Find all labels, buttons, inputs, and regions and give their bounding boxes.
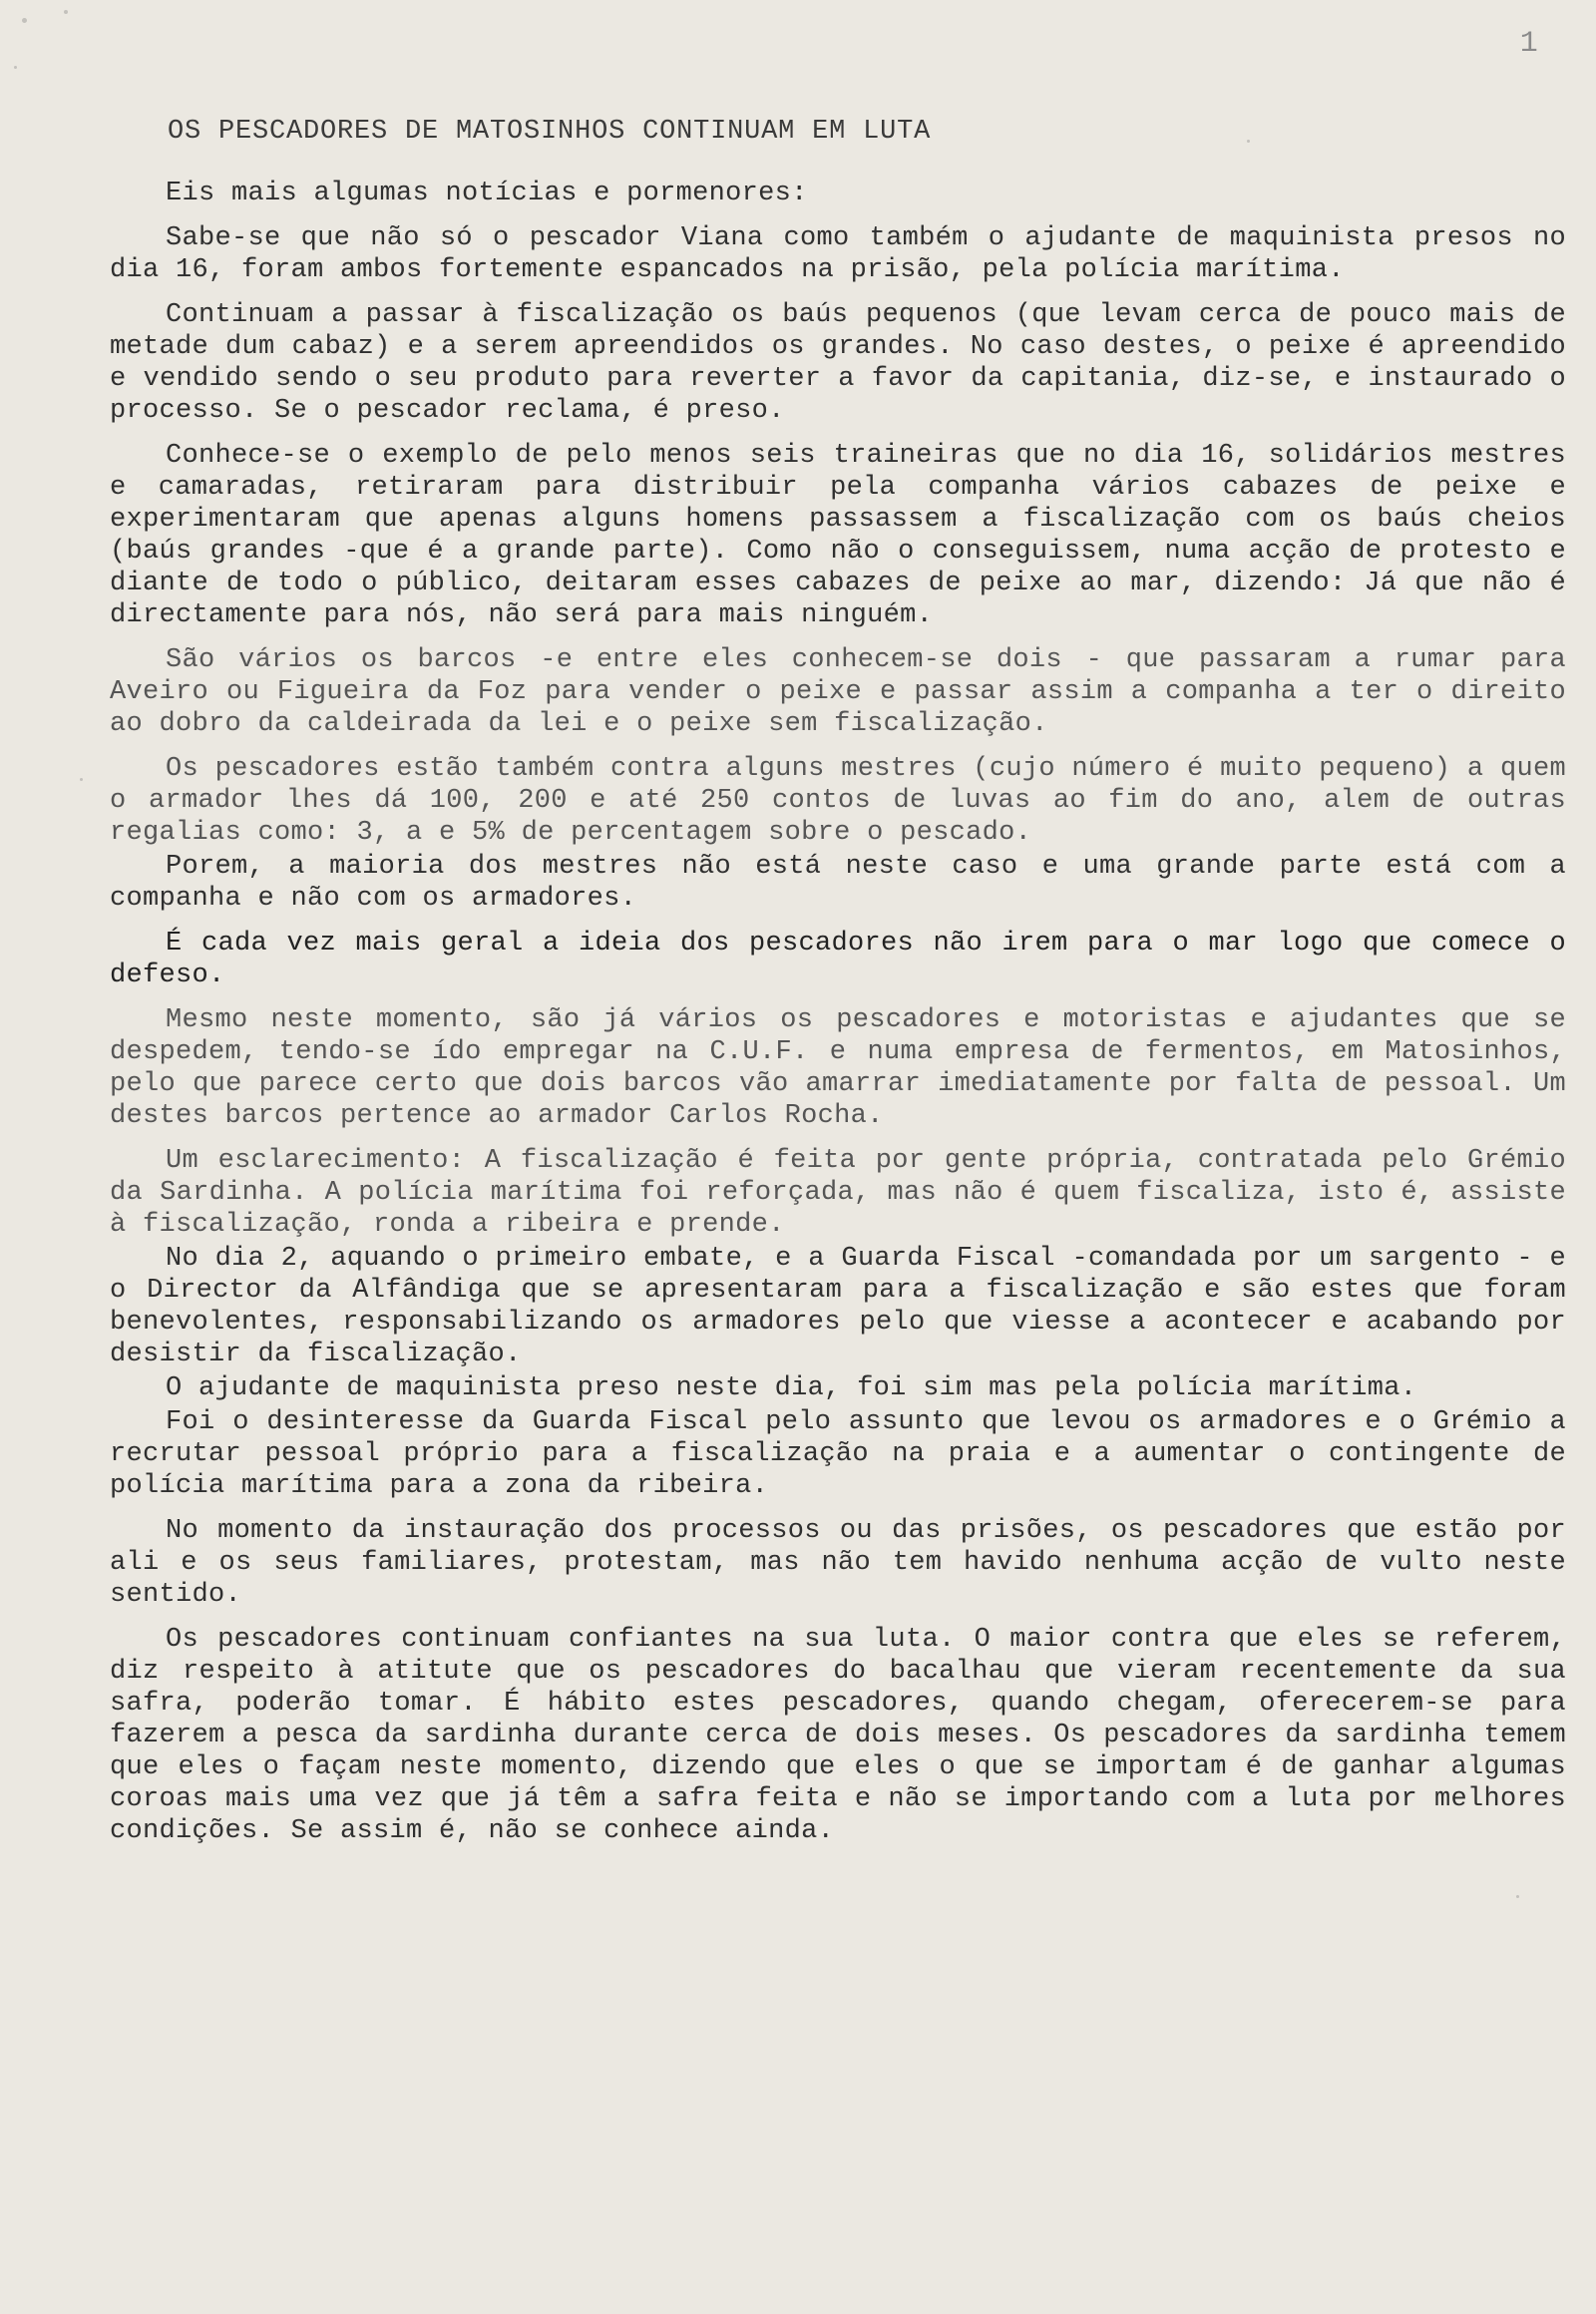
paragraph-intro: Eis mais algumas notícias e pormenores:: [166, 179, 808, 208]
paper-speck: [14, 66, 17, 69]
paragraph-mestres-luvas: Os pescadores estão também contra alguns mestres (cujo número é muito pequeno) a quem o armador lhes dá 100, 200 e até 250 contos de luvas ao fim do ano, alem de outras regalias como: 3, a e 5% de percentagem sobre o pescado.: [110, 754, 1566, 848]
paper-speck: [1516, 1895, 1519, 1898]
paragraph-defeso: É cada vez mais geral a ideia dos pescadores não irem para o mar logo que comece o defeso.: [110, 929, 1566, 990]
paragraph-traineiras-protest: Conhece-se o exemplo de pelo menos seis traineiras que no dia 16, solidários mestres e camaradas, retiraram para distribuir pela companha vários cabazes de peixe e experimentaram que apenas alguns homens passassem a fiscalização com os baús cheios (baús grandes -que é a grande parte). Como não o conseguissem, numa acção de protesto e diante de todo o público, deitaram esses cabazes de peixe ao mar, dizendo: Já que não é directamente para nós, não será para mais ninguém.: [110, 441, 1566, 630]
paragraph-maioria-mestres: Porem, a maioria dos mestres não está neste caso e uma grande parte está com a companha e não com os armadores.: [110, 852, 1566, 914]
paragraph-prisoners-beaten: Sabe-se que não só o pescador Viana como também o ajudante de maquinista presos no dia 16, foram ambos fortemente espancados na prisão, pela polícia marítima.: [110, 223, 1566, 285]
paragraph-processos: No momento da instauração dos processos ou das prisões, os pescadores que estão por ali e os seus familiares, protestam, mas não tem havido nenhuma acção de vulto neste sentido.: [110, 1516, 1566, 1610]
paragraph-dia-2: No dia 2, aquando o primeiro embate, e a Guarda Fiscal -comandada por um sargento - e o Director da Alfândiga que se apresentaram para a fiscalização e são estes que foram benevolentes, responsabilizando os armadores pelo que viesse a acontecer e acabando por desistir da fiscalização.: [110, 1244, 1566, 1369]
paper-speck: [1247, 140, 1250, 143]
page-number: 1: [1519, 27, 1538, 61]
paragraph-confiantes: Os pescadores continuam confiantes na sua luta. O maior contra que eles se referem, diz respeito à atitute que os pescadores do bacalhau que vieram recentemente da sua safra, poderão tomar. É hábito estes pescadores, quando chegam, oferecerem-se para fazerem a pesca da sardinha durante cerca de dois meses. Os pescadores da sardinha temem que eles o façam neste momento, dizendo que eles o que se importam é de ganhar algumas coroas mais uma vez que já têm a safra feita e não se importando com a luta por melhores condições. Se assim é, não se conhece ainda.: [110, 1625, 1566, 1846]
paper-speck: [22, 18, 27, 23]
paragraph-inspection-baus: Continuam a passar à fiscalização os baús pequenos (que levam cerca de pouco mais de metade dum cabaz) e a serem apreendidos os grandes. No caso destes, o peixe é apreendido e vendido sendo o seu produto para reverter a favor da capitania, diz-se, e instaurado o processo. Se o pescador reclama, é preso.: [110, 300, 1566, 426]
paragraph-esclarecimento: Um esclarecimento: A fiscalização é feita por gente própria, contratada pelo Grémio da Sardinha. A polícia marítima foi reforçada, mas não é quem fiscaliza, isto é, assiste à fiscalização, ronda a ribeira e prende.: [110, 1146, 1566, 1240]
document-title: OS PESCADORES DE MATOSINHOS CONTINUAM EM LUTA: [168, 117, 932, 147]
paper-speck: [80, 778, 83, 781]
paragraph-despedem: Mesmo neste momento, são já vários os pescadores e motoristas e ajudantes que se despedem, tendo-se ído empregar na C.U.F. e numa empresa de fermentos, em Matosinhos, pelo que parece certo que dois barcos vão amarrar imediatamente por falta de pessoal. Um destes barcos pertence ao armador Carlos Rocha.: [110, 1005, 1566, 1131]
paper-speck: [64, 10, 68, 14]
paragraph-guarda-fiscal: Foi o desinteresse da Guarda Fiscal pelo assunto que levou os armadores e o Grémio a recrutar pessoal próprio para a fiscalização na praia e a aumentar o contingente de polícia marítima para a zona da ribeira.: [110, 1407, 1566, 1501]
paragraph-boats-aveiro: São vários os barcos -e entre eles conhecem-se dois - que passaram a rumar para Aveiro ou Figueira da Foz para vender o peixe e passar assim a companha a ter o direito ao dobro da caldeirada da lei e o peixe sem fiscalização.: [110, 645, 1566, 739]
paragraph-ajudante-preso: O ajudante de maquinista preso neste dia, foi sim mas pela polícia marítima.: [166, 1373, 1417, 1403]
